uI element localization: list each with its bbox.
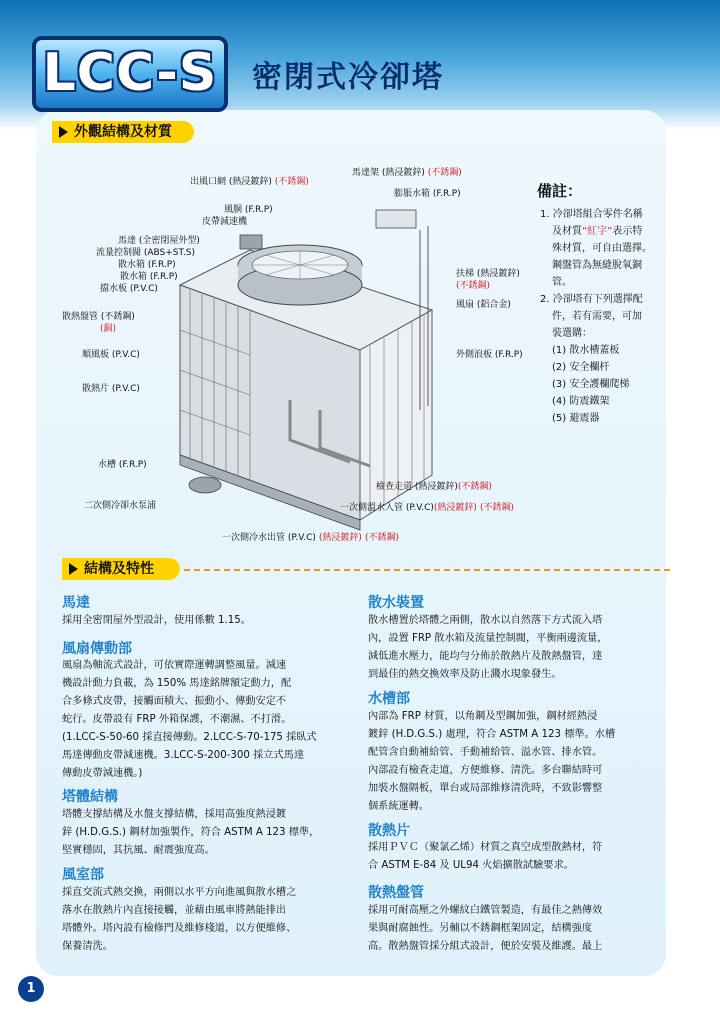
label-expansion-tank: 膨脹水箱 (F.R.P): [394, 189, 461, 199]
notes-list: [540, 206, 652, 427]
paragraph-spray-device: 散水槽置於塔體之兩側，散水以自然落下方式流入塔 內，設置 FRP 散水箱及流量控制閥，平衡兩邊流量， 減低進水壓力，能均勻分佈於散熱片及散熱盤管，達 到最佳的熱交換效率及防止濺水現象發生。: [368, 615, 608, 680]
section-divider: [184, 569, 670, 571]
label-fan-stack: 風胴 (F.R.P): [224, 205, 273, 215]
heading-motor: 馬達: [62, 595, 90, 611]
label-outlet-pipe: 一次側冷水出管 (P.V.C) (熱浸鍍鋅) (不銹鋼): [222, 533, 399, 543]
note-line: 裝選購：: [552, 328, 592, 339]
label-pump: 二次側冷卻水泵浦: [84, 501, 157, 511]
heading-spray-device: 散水裝置: [368, 595, 424, 611]
note-line: 1. 冷卻塔組合零件名稱: [540, 209, 643, 220]
notes-title: 備註：: [537, 182, 583, 200]
label-ladder: 扶梯 (熱浸鍍鋅) (不銹鋼): [456, 269, 520, 291]
heading-fan-drive: 風扇傳動部: [62, 641, 132, 657]
label-walkway: 檢查走道 (熱浸鍍鋅)(不銹鋼): [376, 482, 492, 492]
label-outlet-net: 出風口網 (熱浸鍍鋅) (不銹鋼): [190, 177, 309, 187]
paragraph-basin: 內部為 FRP 材質，以角鋼及型鋼加強，鋼材經熱浸 鍍鋅 (H.D.G.S.) 處理，符合 ASTM A 123 標準。水槽 配管含自動補給管、手動補給管、溢水管、排水管。 內部設有檢查走道，方便維修、清洗。多台聯結時可 加裝水盤隔板，單台或局部維修清洗時，不致影響整 個系統運轉。: [368, 711, 616, 812]
label-spray-box: 散水箱 (F.R.P): [118, 260, 176, 270]
label-fill: 散熱片 (P.V.C): [82, 384, 140, 394]
label-motor: 馬達 (全密閉屋外型): [118, 236, 200, 246]
paragraph-motor: 採用全密閉屋外型設計，使用係數 1.15。: [62, 615, 251, 626]
note-line: 鋼盤管為無縫脫氧銅: [552, 260, 642, 271]
paragraph-air-chamber: 採直交流式熱交換，兩側以水平方向進風與散水槽之 落水在散熱片內直接接觸，並藉由風車將熱能排出 塔體外。塔內設有檢修門及維修棧道，以方便維修、 保養清洗。: [62, 887, 297, 952]
product-logo: LCC-S: [32, 36, 228, 112]
label-inlet-pipe: 一次側溫水入管 (P.V.C)(熱浸鍍鋅) (不銹鋼): [340, 503, 514, 513]
note-line: (1) 散水槽蓋板: [552, 345, 620, 356]
label-motor-frame: 馬達架 (熱浸鍍鋅) (不銹鋼): [352, 168, 462, 178]
label-louver: 順風板 (P.V.C): [82, 350, 140, 360]
label-flow-valve: 流量控制閥 (ABS+ST.S): [96, 248, 196, 258]
paragraph-fan-drive: 風扇為軸流式設計，可依實際運轉調整風量。減速 機設計動力負載，為 150% 馬達銘牌額定動力，配 合多條式皮帶，接觸面積大、振動小、傳動安定不 蛇行。皮帶設有 FRP 外箱保護，不潮濕、不打滑。 (1.LCC-S-50-60 採直接傳動。2.LCC-S-70-175 採臥式 馬達傳動皮帶減速機。3.LCC-S-200-300 採立式馬達 傳動皮帶減速機。): [62, 660, 317, 779]
heading-air-chamber: 風室部: [62, 867, 104, 883]
section-tag-features: 結構及特性: [62, 558, 180, 580]
note-line: (4) 防震鐵架: [552, 396, 610, 407]
page-title: 密閉式冷卻塔: [252, 60, 444, 95]
note-line: 及材質“紅字”表示特: [552, 226, 643, 237]
label-water-baffle: 擋水板 (P.V.C): [100, 284, 158, 294]
label-spray-box-cover: 散水箱 (F.R.P): [120, 272, 178, 282]
note-line: 件，若有需要，可加: [552, 311, 642, 322]
heading-tower-structure: 塔體結構: [62, 789, 118, 805]
note-line: (3) 安全護欄爬梯: [552, 379, 630, 390]
note-line: 2. 冷卻塔有下列選擇配: [540, 294, 643, 305]
label-fan: 風扇 (鋁合金): [456, 300, 511, 310]
label-reducer: 皮帶減速機: [202, 217, 248, 227]
paragraph-fill: 採用ＰＶＣ（聚氯乙烯）材質之真空成型散熱材，符 合 ASTM E-84 及 UL94 火焰擴散試驗要求。: [368, 842, 603, 871]
heading-basin: 水槽部: [368, 691, 410, 707]
label-casing: 外側浪板 (F.R.P): [456, 350, 523, 360]
note-line: (2) 安全欄杆: [552, 362, 610, 373]
paragraph-coil: 採用可耐高壓之外螺紋白鐵管製造，有最佳之熱傳效 果與耐腐蝕性。另輔以不銹鋼框架固定，結構強度 高。散熱盤管採分組式設計，便於安裝及維護。最上: [368, 905, 603, 952]
label-coil: 散熱盤管 (不銹鋼) (銅): [62, 312, 135, 334]
label-basin: 水槽 (F.R.P): [98, 460, 147, 470]
page-number: 1: [18, 976, 44, 1002]
note-line: 管。: [552, 277, 572, 288]
heading-fill: 散熱片: [368, 823, 410, 839]
section-tag-appearance: 外觀結構及材質: [52, 121, 194, 143]
note-line: 殊材質，可自由選擇。: [552, 243, 652, 254]
note-line: (5) 避震器: [552, 413, 600, 424]
paragraph-tower-structure: 塔體支撐結構及水盤支撐結構，採用高強度熱浸鍍 鋅 (H.D.G.S.) 鋼材加強製作，符合 ASTM A 123 標準， 堅實穩固，其抗風、耐震強度高。: [62, 809, 320, 856]
heading-coil: 散熱盤管: [368, 885, 424, 901]
